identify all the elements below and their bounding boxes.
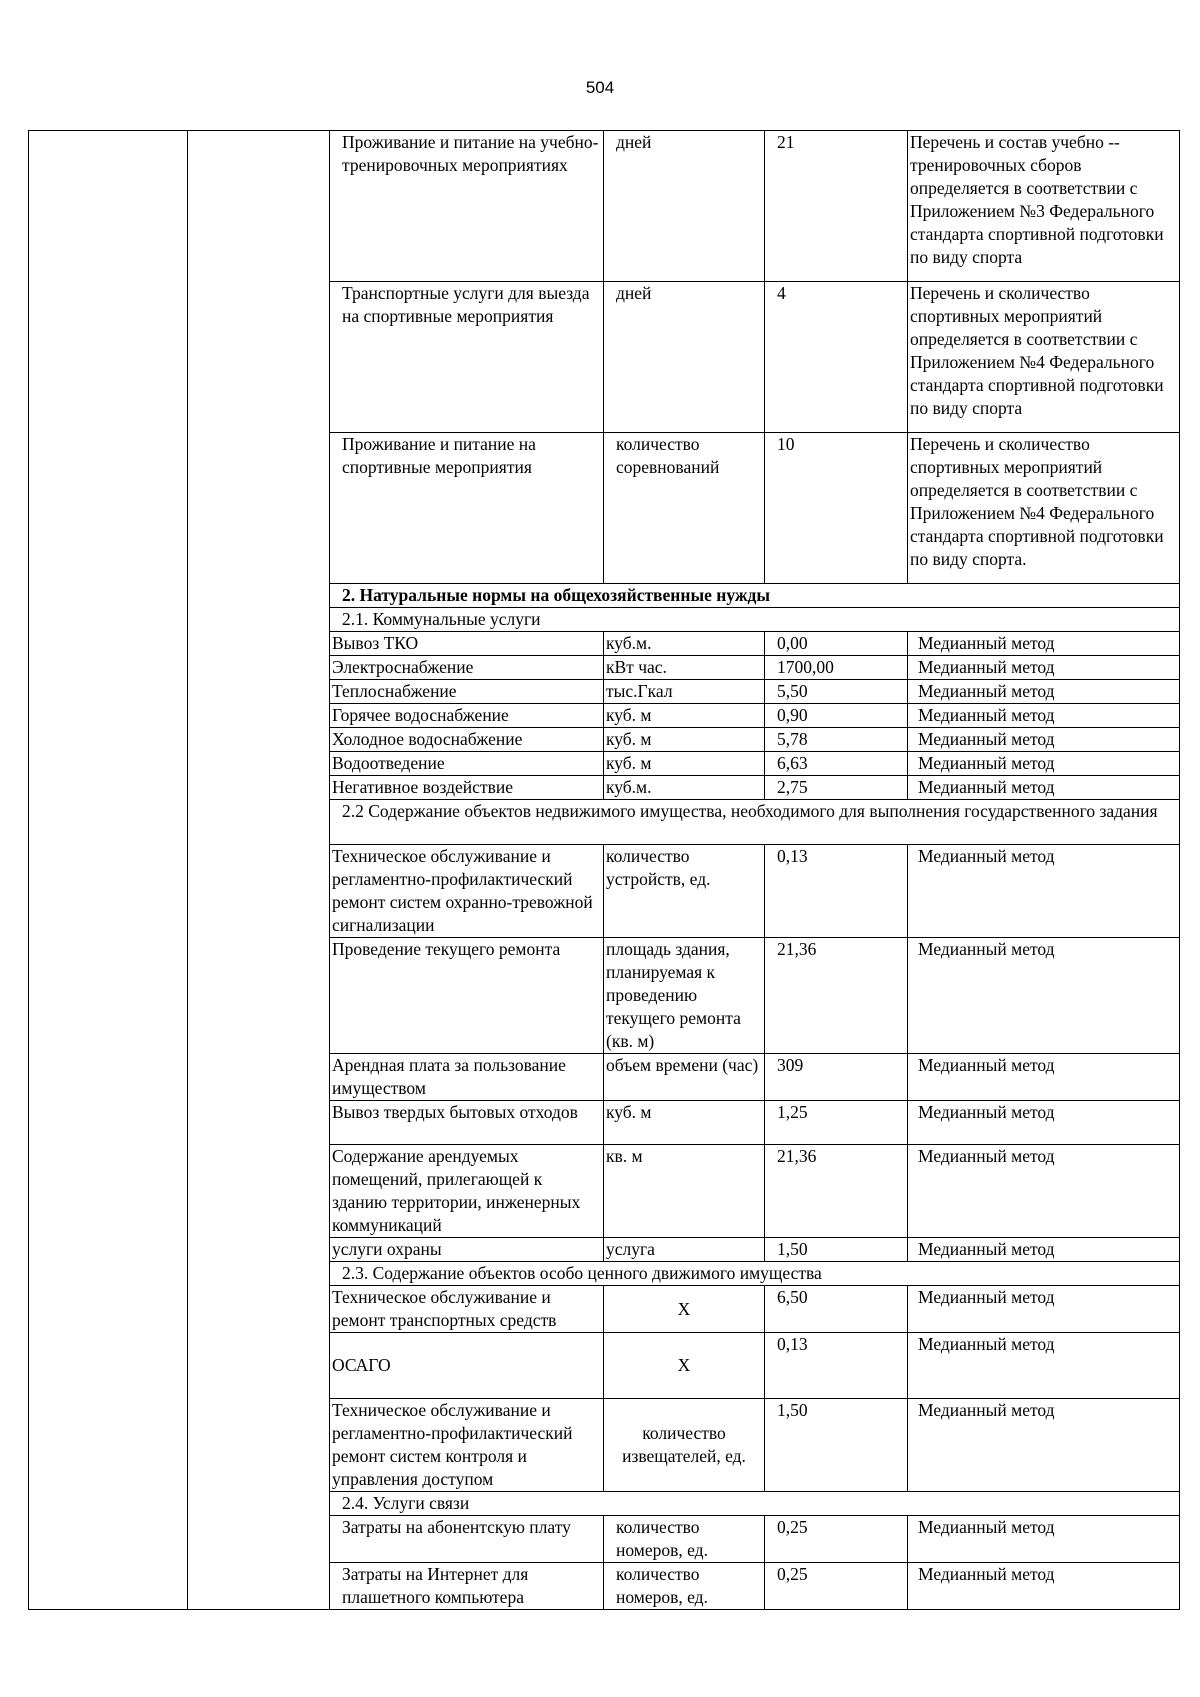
cell-value: 6,63 — [765, 752, 908, 776]
cell-method: Перечень и состав учебно -- тренировочных сборов определяется в соответствии с Приложением №3 Федерального стандарта спортивной подготовки по виду спорта — [908, 131, 1180, 282]
cell-unit: услуга — [604, 1238, 765, 1262]
cell-method: Медианный метод — [908, 1516, 1180, 1563]
cell-method: Медианный метод — [908, 938, 1180, 1054]
table-row — [29, 131, 1180, 282]
cell-unit: количество номеров, ед. — [604, 1563, 765, 1610]
cell-unit: куб. м — [604, 704, 765, 728]
cell-name: Горячее водоснабжение — [330, 704, 604, 728]
cell-name: Техническое обслуживание и регламентно-профилактический ремонт систем охранно-тревожной сигнализации — [330, 845, 604, 938]
cell-method: Медианный метод — [908, 1101, 1180, 1145]
blank-column-1 — [29, 131, 188, 1610]
cell-value: 21 — [765, 131, 908, 282]
cell-unit: кв. м — [604, 1145, 765, 1238]
subsection-2-1-title: 2.1. Коммунальные услуги — [330, 608, 1180, 632]
subsection-2-4-title: 2.4. Услуги связи — [330, 1492, 1180, 1516]
cell-unit: объем времени (час) — [604, 1054, 765, 1101]
subsection-2-3-title: 2.3. Содержание объектов особо ценного движимого имущества — [330, 1262, 1180, 1286]
cell-value: 10 — [765, 433, 908, 584]
cell-name: Содержание арендуемых помещений, прилегающей к зданию территории, инженерных коммуникаций — [330, 1145, 604, 1238]
cell-unit: кВт час. — [604, 656, 765, 680]
cell-name: Вывоз ТКО — [330, 632, 604, 656]
cell-method: Медианный метод — [908, 1563, 1180, 1610]
cell-unit: количество номеров, ед. — [604, 1516, 765, 1563]
cell-unit: куб. м — [604, 752, 765, 776]
cell-name: Теплоснабжение — [330, 680, 604, 704]
cell-unit: Х — [604, 1286, 765, 1333]
cell-unit: куб.м. — [604, 776, 765, 800]
section-2-title: 2. Натуральные нормы на общехозяйственные нужды — [330, 584, 1180, 608]
subsection-2-2-title: 2.2 Содержание объектов недвижимого имущества, необходимого для выполнения государственного задания — [330, 800, 1180, 845]
norms-table — [28, 130, 1180, 1610]
cell-name: Водоотведение — [330, 752, 604, 776]
cell-method: Медианный метод — [908, 656, 1180, 680]
cell-method: Медианный метод — [908, 1238, 1180, 1262]
cell-method: Медианный метод — [908, 632, 1180, 656]
cell-name: Вывоз твердых бытовых отходов — [330, 1101, 604, 1145]
cell-value: 1,50 — [765, 1399, 908, 1492]
cell-unit: дней — [604, 131, 765, 282]
cell-name: Проживание и питание на учебно-тренировочных мероприятиях — [330, 131, 604, 282]
cell-method: Медианный метод — [908, 704, 1180, 728]
cell-value: 4 — [765, 282, 908, 433]
cell-unit: количество устройств, ед. — [604, 845, 765, 938]
page-number: 504 — [585, 78, 615, 97]
cell-value: 309 — [765, 1054, 908, 1101]
cell-unit: куб. м — [604, 1101, 765, 1145]
cell-unit: площадь здания, планируемая к проведению текущего ремонта (кв. м) — [604, 938, 765, 1054]
cell-method: Медианный метод — [908, 1286, 1180, 1333]
cell-name: Проведение текущего ремонта — [330, 938, 604, 1054]
blank-column-2 — [188, 131, 330, 1610]
cell-name: Техническое обслуживание и ремонт транспортных средств — [330, 1286, 604, 1333]
cell-method: Медианный метод — [908, 1399, 1180, 1492]
cell-name: Проживание и питание на спортивные мероприятия — [330, 433, 604, 584]
cell-value: 5,50 — [765, 680, 908, 704]
cell-method: Перечень и сколичество спортивных мероприятий определяется в соответствии с Приложением №4 Федерального стандарта спортивной подготовки по виду спорта — [908, 282, 1180, 433]
cell-value: 1,25 — [765, 1101, 908, 1145]
cell-value: 2,75 — [765, 776, 908, 800]
cell-value: 6,50 — [765, 1286, 908, 1333]
cell-name: Электроснабжение — [330, 656, 604, 680]
cell-value: 0,90 — [765, 704, 908, 728]
cell-method: Медианный метод — [908, 680, 1180, 704]
cell-name: ОСАГО — [330, 1333, 604, 1399]
cell-method: Медианный метод — [908, 1145, 1180, 1238]
cell-unit: куб.м. — [604, 632, 765, 656]
cell-name: Транспортные услуги для выезда на спортивные мероприятия — [330, 282, 604, 433]
cell-name: Затраты на абонентскую плату — [330, 1516, 604, 1563]
cell-method: Медианный метод — [908, 1333, 1180, 1399]
cell-method: Медианный метод — [908, 752, 1180, 776]
cell-value: 5,78 — [765, 728, 908, 752]
cell-unit: количество соревнований — [604, 433, 765, 584]
cell-value: 21,36 — [765, 938, 908, 1054]
cell-unit: куб. м — [604, 728, 765, 752]
cell-value: 0,13 — [765, 845, 908, 938]
cell-name: Затраты на Интернет для плашетного компьютера — [330, 1563, 604, 1610]
cell-value: 21,36 — [765, 1145, 908, 1238]
cell-value: 0,25 — [765, 1563, 908, 1610]
cell-method: Медианный метод — [908, 728, 1180, 752]
cell-method: Медианный метод — [908, 1054, 1180, 1101]
cell-unit: количество извещателей, ед. — [604, 1399, 765, 1492]
cell-value: 1,50 — [765, 1238, 908, 1262]
cell-unit: тыс.Гкал — [604, 680, 765, 704]
cell-unit: дней — [604, 282, 765, 433]
cell-name: Арендная плата за пользование имуществом — [330, 1054, 604, 1101]
cell-method: Перечень и сколичество спортивных мероприятий определяется в соответствии с Приложением №4 Федерального стандарта спортивной подготовки по виду спорта. — [908, 433, 1180, 584]
cell-value: 0,13 — [765, 1333, 908, 1399]
cell-unit: Х — [604, 1333, 765, 1399]
cell-value: 0,25 — [765, 1516, 908, 1563]
cell-value: 1700,00 — [765, 656, 908, 680]
cell-name: Техническое обслуживание и регламентно-профилактический ремонт систем контроля и управления доступом — [330, 1399, 604, 1492]
cell-name: услуги охраны — [330, 1238, 604, 1262]
cell-method: Медианный метод — [908, 845, 1180, 938]
cell-method: Медианный метод — [908, 776, 1180, 800]
cell-name: Негативное воздействие — [330, 776, 604, 800]
cell-name: Холодное водоснабжение — [330, 728, 604, 752]
cell-value: 0,00 — [765, 632, 908, 656]
